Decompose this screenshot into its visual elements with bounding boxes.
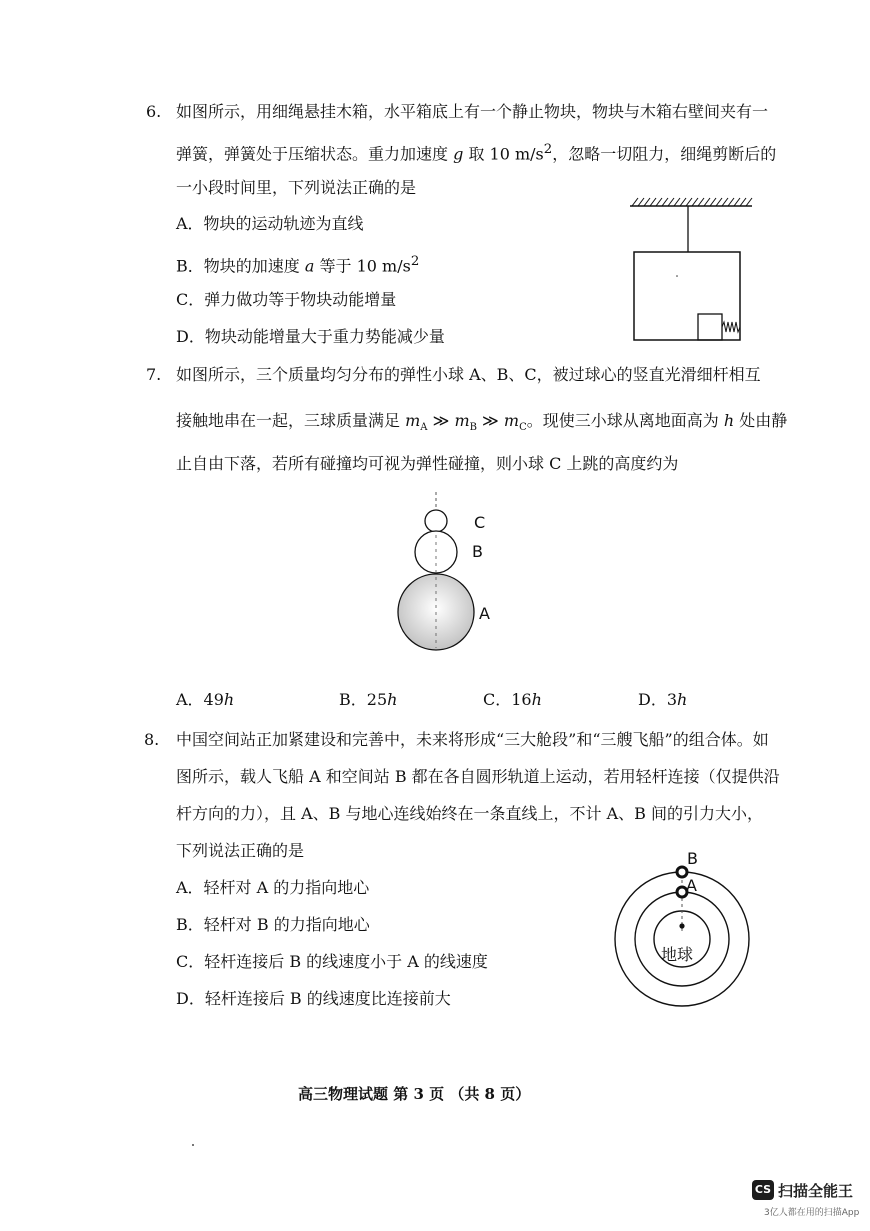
q7-balls-figure [396, 490, 506, 655]
ball-c-label: C [474, 513, 486, 532]
small-block [698, 314, 722, 340]
q8-stem-line1: 中国空间站正加紧建设和完善中，未来将形成“三大舱段”和“三艘飞船”的组合体。如 [176, 730, 769, 749]
q7-option-b: B．25h [339, 690, 398, 709]
q7-stem-line2: 接触地串在一起，三球质量满足 $m_A$ ≫ $m_B$ ≫ $m_C$。现使三小球从离地面高为 h 处由静 [176, 411, 788, 434]
q6-option-a: A．物块的运动轨迹为直线 [176, 214, 364, 233]
camscanner-logo: CS [752, 1180, 774, 1200]
q6-stem-line2: 弹簧，弹簧处于压缩状态。重力加速度 g 取 10 $m/s^2$，忽略一切阻力，细绳剪断后的 [176, 142, 777, 164]
earth-label: 地球 [661, 945, 694, 964]
camscanner-name: 扫描全能王 [778, 1182, 854, 1200]
page-footer: 高三物理试题 第 3 页 （共 8 页） [298, 1085, 531, 1103]
q7-options [176, 690, 736, 712]
q6-option-b: B．物块的加速度 a 等于 10 $m/s^2$ [176, 254, 420, 276]
ball-a-label: A [479, 604, 490, 623]
q6-stem-line3: 一小段时间里，下列说法正确的是 [176, 178, 417, 197]
station-b-label: B [687, 849, 698, 868]
ship-a-label: A [686, 876, 697, 895]
q8-orbits-figure [610, 850, 760, 1010]
wooden-box [634, 252, 740, 340]
q8-option-a: A．轻杆对 A 的力指向地心 [176, 878, 370, 897]
q8-stem-line4: 下列说法正确的是 [176, 841, 305, 860]
q6-stem-line1: 如图所示，用细绳悬挂木箱，水平箱底上有一个静止物块，物块与木箱右壁间夹有一 [176, 102, 769, 121]
q8-option-c: C．轻杆连接后 B 的线速度小于 A 的线速度 [176, 952, 488, 971]
q7-number: 7. [146, 365, 162, 384]
q8-number: 8. [144, 730, 160, 749]
q8-option-d: D．轻杆连接后 B 的线速度比连接前大 [176, 989, 451, 1008]
q6-number: 6. [146, 102, 162, 121]
q7-option-c: C．16h [483, 690, 542, 709]
ball-c [425, 510, 447, 532]
ball-b-label: B [472, 542, 483, 561]
q8-stem-line2: 图所示，载人飞船 A 和空间站 B 都在各自圆形轨道上运动，若用轻杆连接（仅提供沿 [176, 767, 780, 786]
spring [722, 322, 740, 332]
q8-stem-line3: 杆方向的力），且 A、B 与地心连线始终在一条直线上，不计 A、B 间的引力大小， [176, 804, 763, 823]
q7-stem-line1: 如图所示，三个质量均匀分布的弹性小球 A、B、C，被过球心的竖直光滑细杆相互 [176, 365, 761, 384]
q6-option-c: C．弹力做功等于物块动能增量 [176, 290, 397, 309]
earth-center [679, 923, 684, 928]
q6-hanging-box-figure [620, 196, 760, 346]
q7-option-a: A．49h [176, 690, 235, 709]
camscanner-tagline: 3亿人都在用的扫描App [764, 1208, 860, 1218]
q8-option-b: B．轻杆对 B 的力指向地心 [176, 915, 370, 934]
scan-speck [192, 1144, 194, 1146]
q7-stem-line3: 止自由下落，若所有碰撞均可视为弹性碰撞，则小球 C 上跳的高度约为 [176, 454, 679, 473]
q6-option-d: D．物块动能增量大于重力势能减少量 [176, 327, 445, 346]
q7-option-d: D．3h [638, 690, 688, 709]
